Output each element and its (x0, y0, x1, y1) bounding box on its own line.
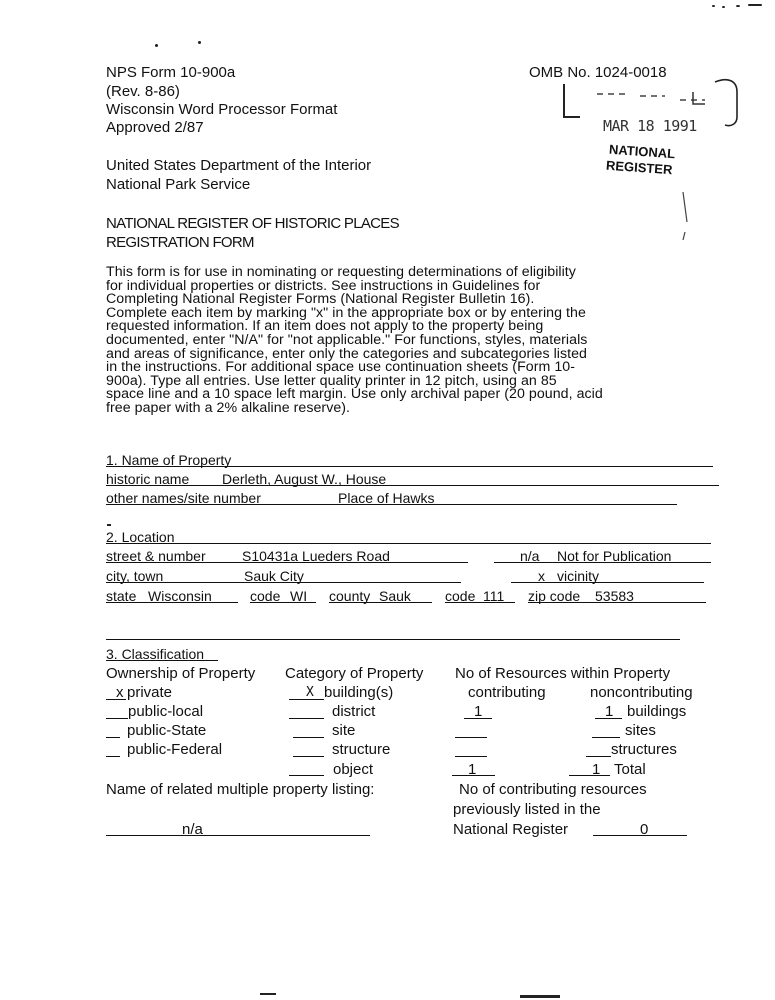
instructions-line: free paper with a 2% alkaline reserve). (106, 399, 351, 416)
ownership-state-label: public-State (127, 722, 207, 739)
omb-number: OMB No. 1024-0018 (529, 64, 667, 81)
city-label: city, town (106, 568, 164, 584)
category-district-label: district (332, 703, 376, 720)
historic-name-value: Derleth, August W., House (222, 471, 387, 487)
section-3-rule (106, 660, 218, 661)
instructions-line: This form is for use in nominating or requesting determinations of eligibility (106, 264, 576, 280)
form-approved: Approved 2/87 (106, 119, 204, 136)
section-2-heading: 2. Location (106, 529, 175, 545)
scan-speck (712, 5, 715, 7)
sites-noncontributing-blank (592, 737, 620, 738)
noncontributing-header: noncontributing (590, 684, 693, 701)
state-value: Wisconsin (148, 588, 212, 604)
state-code-rule (250, 602, 316, 603)
state-code-value: WI (290, 588, 308, 604)
category-object-label: object (333, 761, 374, 778)
category-structure-blank (293, 756, 324, 757)
ownership-local-label: public-local (128, 703, 204, 720)
zip-rule (528, 602, 706, 603)
other-names-label: other names/site number (106, 490, 261, 506)
vicinity-mark: x (538, 568, 545, 584)
scan-speck (722, 6, 725, 8)
contributing-header: contributing (468, 684, 546, 701)
prev-listed-line-1: No of contributing resources (459, 781, 647, 798)
other-names-value: Place of Hawks (338, 490, 435, 506)
category-building-mark: X (306, 685, 314, 700)
zip-label: zip code (528, 588, 581, 604)
county-rule (329, 602, 432, 603)
category-object-blank (289, 775, 324, 776)
street-label: street & number (106, 548, 206, 564)
total-contributing-blank (452, 775, 495, 776)
category-building-label: building(s) (324, 684, 394, 701)
historic-name-label: historic name (106, 471, 190, 487)
stamp-national: NATIONAL (608, 141, 676, 162)
prev-listed-value: 0 (640, 821, 649, 838)
ownership-header: Ownership of Property (106, 665, 256, 682)
multiple-listing-label: Name of related multiple property listing: (106, 781, 375, 798)
form-format: Wisconsin Word Processor Format (106, 101, 338, 118)
state-rule (106, 602, 238, 603)
stamp-register: REGISTER (605, 157, 673, 178)
county-code-rule (445, 602, 515, 603)
other-names-rule (106, 504, 677, 505)
agency-name: National Park Service (106, 176, 251, 193)
structures-contributing-blank (455, 756, 487, 757)
prev-listed-rule (593, 835, 687, 836)
state-label: state (106, 588, 137, 604)
form-subtitle: REGISTRATION FORM (106, 234, 254, 251)
scan-speck (198, 41, 201, 44)
stamp-date: MAR 18 1991 (603, 117, 697, 135)
structures-label: structures (611, 741, 677, 758)
sites-label: sites (625, 722, 656, 739)
not-for-publication-value: n/a (520, 548, 540, 564)
multiple-listing-rule (106, 835, 370, 836)
form-title: NATIONAL REGISTER OF HISTORIC PLACES (106, 215, 399, 232)
zip-value: 53583 (595, 588, 634, 604)
multiple-listing-value: n/a (182, 821, 203, 838)
section-3-heading: 3. Classification (106, 646, 205, 662)
instructions-line: space line and a 10 space left margin. Use only archival paper (20 pound, acid (106, 386, 603, 403)
department-name: United States Department of the Interior (106, 157, 372, 174)
buildings-contributing: 1 (474, 703, 483, 720)
instructions-paragraph (106, 266, 716, 416)
category-structure-label: structure (332, 741, 391, 758)
scan-speck (155, 44, 158, 47)
form-revision: (Rev. 8-86) (106, 83, 180, 100)
category-district-blank (289, 718, 324, 719)
scan-speck (748, 4, 762, 6)
scan-speck (736, 5, 740, 7)
section-1-rule (106, 466, 713, 467)
form-number: NPS Form 10-900a (106, 64, 236, 81)
ownership-local-blank (106, 718, 128, 719)
instructions-line: and areas of significance, enter only the categories and subcategories listed (106, 345, 588, 362)
total-noncontributing: 1 (592, 761, 601, 778)
instructions-line: Complete each item by marking "x" in the appropriate box or by entering the (106, 304, 586, 321)
vicinity-rule (511, 582, 704, 583)
city-rule (106, 582, 461, 583)
total-label: Total (614, 761, 646, 778)
sites-contributing-blank (455, 737, 487, 738)
national-register-label: National Register (453, 821, 569, 838)
resources-header: No of Resources within Property (455, 665, 671, 682)
street-value: S10431a Lueders Road (242, 548, 390, 564)
scan-speck (520, 995, 560, 998)
instructions-line: documented, enter "N/A" for "not applicable." For functions, styles, materials (106, 331, 588, 348)
structures-noncontributing-blank (586, 756, 611, 757)
instructions-line: requested information. If an item does not apply to the property being (106, 318, 544, 335)
instructions-line: 900a). Type all entries. Use letter quality printer in 12 pitch, using an 85 (106, 372, 557, 389)
buildings-label: buildings (627, 703, 687, 720)
instructions-line: for individual properties or districts. See instructions in Guidelines for (106, 277, 541, 294)
county-code-label: code (445, 588, 476, 604)
ownership-private-label: private (127, 684, 173, 701)
not-for-publication-rule (494, 562, 711, 563)
total-contributing: 1 (468, 761, 477, 778)
street-rule (106, 562, 468, 563)
category-site-label: site (332, 722, 356, 739)
instructions-line: Completing National Register Forms (National Register Bulletin 16). (106, 291, 535, 308)
scan-speck (260, 993, 276, 995)
ownership-federal-blank (106, 756, 120, 757)
city-value: Sauk City (244, 568, 304, 584)
section-2-rule (106, 543, 711, 544)
ownership-private-mark: x (116, 684, 124, 701)
section-1-heading: 1. Name of Property (106, 452, 232, 468)
vicinity-label: vicinity (557, 568, 600, 584)
ownership-federal-label: public-Federal (127, 741, 223, 758)
category-site-blank (293, 737, 324, 738)
scan-speck (107, 524, 111, 526)
buildings-noncontributing: 1 (605, 703, 614, 720)
ownership-state-blank (106, 737, 120, 738)
total-noncontributing-blank (569, 775, 610, 776)
county-label: county (329, 588, 371, 604)
historic-name-rule (106, 485, 719, 486)
section-3-top-rule (106, 639, 680, 640)
category-header: Category of Property (285, 665, 424, 682)
prev-listed-line-2: previously listed in the (453, 801, 601, 818)
instructions-line: in the instructions. For additional space use continuation sheets (Form 10- (106, 359, 576, 376)
not-for-publication-label: Not for Publication (557, 548, 672, 564)
county-code-value: 111 (483, 588, 505, 604)
buildings-contributing-blank (464, 718, 492, 719)
state-code-label: code (250, 588, 281, 604)
county-value: Sauk (379, 588, 411, 604)
buildings-noncontributing-blank (595, 718, 622, 719)
